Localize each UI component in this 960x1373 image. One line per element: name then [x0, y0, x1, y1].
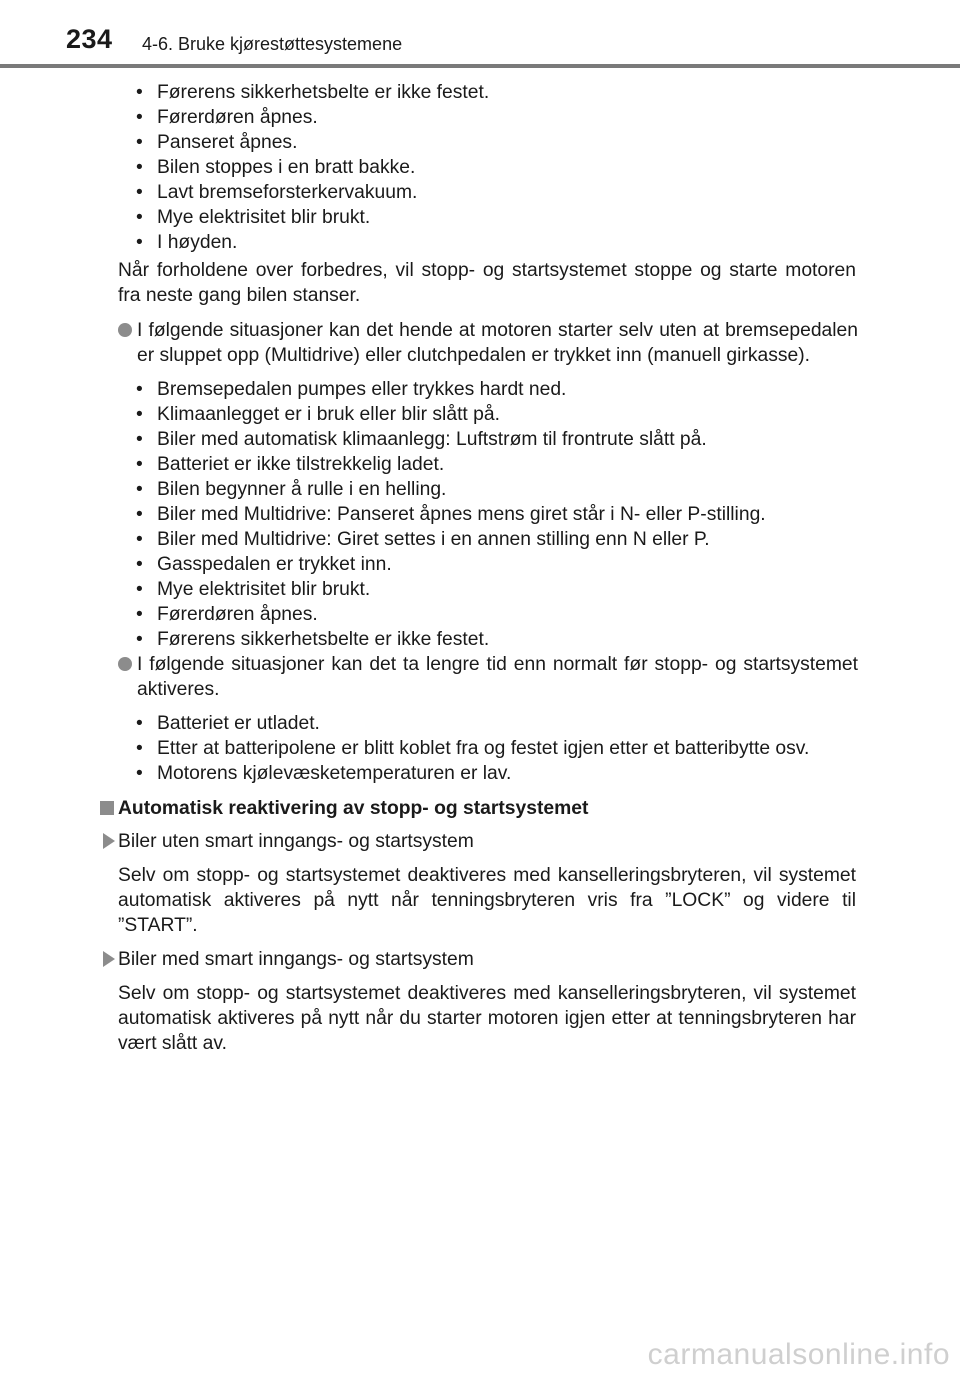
- list-item: • Panseret åpnes.: [0, 130, 960, 155]
- list-item: • Førerdøren åpnes.: [0, 105, 960, 130]
- square-bullet-icon: [100, 801, 114, 815]
- paragraph-with-smart-entry: Selv om stopp- og startsystemet deaktiveres med kanselleringsbryteren, vil systemet automatisk aktiveres på nytt når du starter motoren igjen etter at tenningsbryteren har vært slått av.: [118, 983, 856, 1054]
- list-item: • Biler med automatisk klimaanlegg: Luftstrøm til frontrute slått på.: [0, 427, 960, 452]
- bullet-list-longer-time: [0, 711, 960, 786]
- list-item: • Førerens sikkerhetsbelte er ikke festet.: [0, 80, 960, 105]
- list-item: • Bilen stoppes i en bratt bakke.: [0, 155, 960, 180]
- bullet-list-auto-start: [0, 377, 960, 652]
- list-item: • Etter at batteripolene er blitt koblet fra og festet igjen etter et batteribytte osv.: [0, 736, 960, 761]
- circle-bullet-icon: [118, 323, 132, 337]
- list-item: • Bilen begynner å rulle i en helling.: [0, 477, 960, 502]
- list-item: • Biler med Multidrive: Giret settes i en annen stilling enn N eller P.: [0, 527, 960, 552]
- section-heading-text: Automatisk reaktivering av stopp- og startsystemet: [118, 798, 589, 819]
- list-item: • Bremsepedalen pumpes eller trykkes hardt ned.: [0, 377, 960, 402]
- list-item: • Batteriet er utladet.: [0, 711, 960, 736]
- list-item: • Førerens sikkerhetsbelte er ikke festet.: [0, 627, 960, 652]
- header-divider: [0, 64, 960, 68]
- list-item: • Lavt bremseforsterkervakuum.: [0, 180, 960, 205]
- triangle-bullet-icon: [103, 833, 115, 849]
- list-item: • Mye elektrisitet blir brukt.: [0, 577, 960, 602]
- list-item: • Biler med Multidrive: Panseret åpnes mens giret står i N- eller P-stilling.: [0, 502, 960, 527]
- subheading-without-smart-entry: [0, 829, 960, 854]
- list-item: • Batteriet er ikke tilstrekkelig ladet.: [0, 452, 960, 477]
- paragraph-conditions-improve: Når forholdene over forbedres, vil stopp- og startsystemet stoppe og starte motoren fra neste gang bilen stanser.: [118, 260, 856, 306]
- subheading-text: Biler uten smart inngangs- og startsystem: [118, 831, 474, 852]
- triangle-bullet-icon: [103, 951, 115, 967]
- note-longer-time: [0, 652, 960, 702]
- page-number: 234: [66, 24, 113, 54]
- list-item: • Gasspedalen er trykket inn.: [0, 552, 960, 577]
- section-heading-auto-reactivation: [0, 796, 960, 821]
- watermark: carmanualsonline.info: [647, 1338, 950, 1371]
- note-auto-start: [0, 318, 960, 368]
- list-item: • Førerdøren åpnes.: [0, 602, 960, 627]
- paragraph-without-smart-entry: Selv om stopp- og startsystemet deaktiveres med kanselleringsbryteren, vil systemet automatisk aktiveres på nytt når tenningsbryteren vris fra ”LOCK” og videre til ”START”.: [118, 865, 856, 936]
- list-item: • Mye elektrisitet blir brukt.: [0, 205, 960, 230]
- list-item: • I høyden.: [0, 230, 960, 255]
- note-text: I følgende situasjoner kan det hende at motoren starter selv uten at bremsepedalen er sluppet opp (Multidrive) eller clutchpedalen er trykket inn (manuell girkasse).: [137, 320, 858, 366]
- subheading-with-smart-entry: [0, 947, 960, 972]
- bullet-list-conditions: [0, 80, 960, 255]
- section-title: 4-6. Bruke kjørestøttesystemene: [142, 34, 403, 54]
- subheading-text: Biler med smart inngangs- og startsystem: [118, 949, 474, 970]
- note-text: I følgende situasjoner kan det ta lengre tid enn normalt før stopp- og startsystemet aktiveres.: [137, 654, 858, 700]
- page-content: [0, 80, 960, 1056]
- list-item: • Klimaanlegget er i bruk eller blir slått på.: [0, 402, 960, 427]
- page-header: [0, 0, 960, 54]
- circle-bullet-icon: [118, 657, 132, 671]
- list-item: • Motorens kjølevæsketemperaturen er lav.: [0, 761, 960, 786]
